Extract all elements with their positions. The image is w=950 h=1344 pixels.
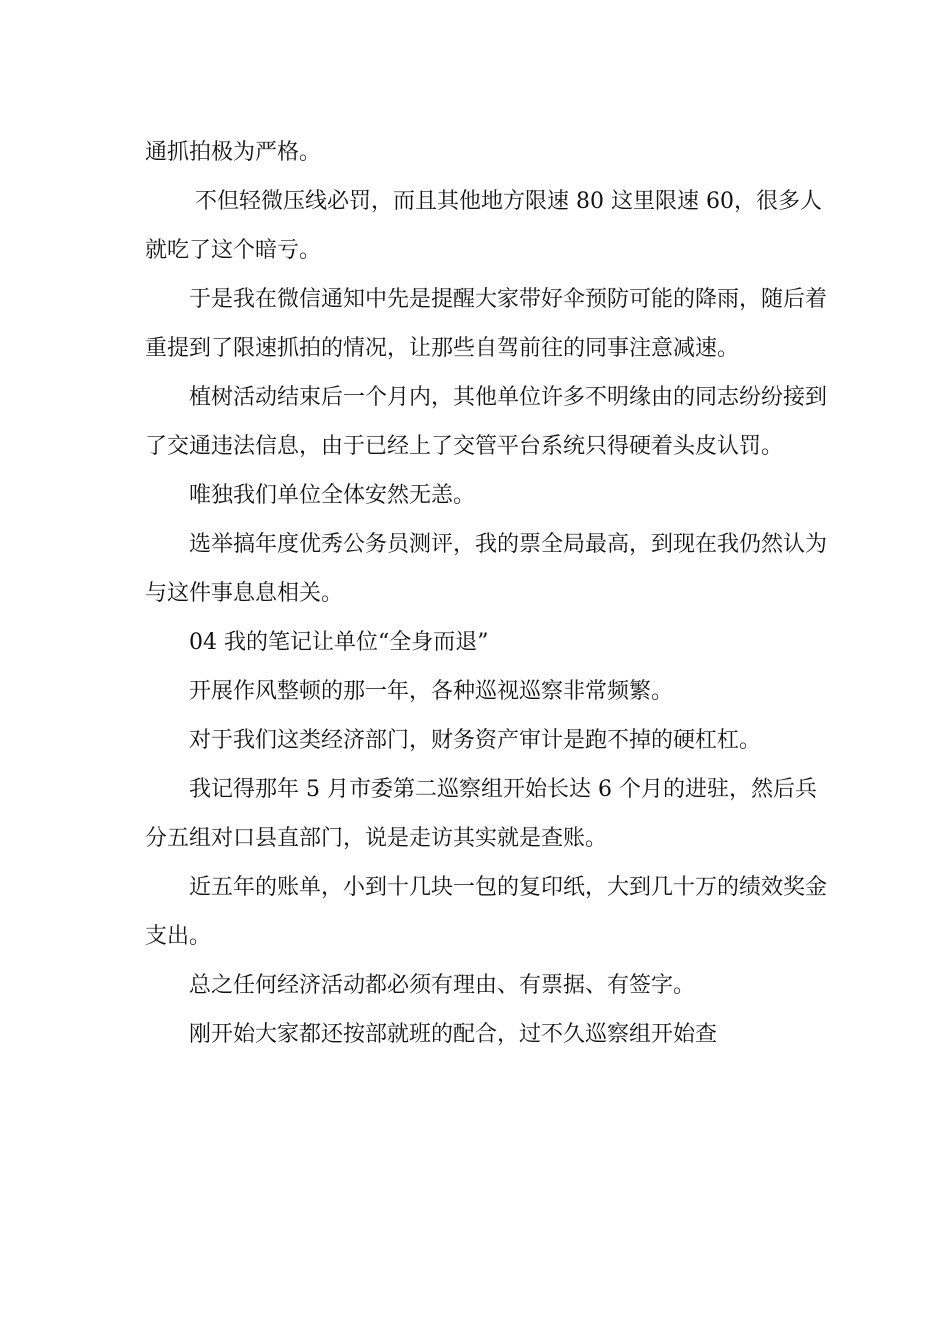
paragraph: 通抓拍极为严格。 [145,140,322,165]
paragraph: 唯独我们单位全体安然无恙。 [189,483,476,508]
paragraph: 选举搞年度优秀公务员测评，我的票全局最高，到现在我仍然认为与这件事息息相关。 [145,532,828,606]
paragraph: 刚开始大家都还按部就班的配合，过不久巡察组开始查 [189,1022,718,1047]
paragraph: 我记得那年 5 月市委第二巡察组开始长达 6 个月的进驻，然后兵分五组对口县直部门，说是走访其实就是查账。 [145,777,817,851]
paragraph: 开展作风整顿的那一年，各种巡视巡察非常频繁。 [189,679,674,704]
section-heading: 04 我的笔记让单位“全身而退” [189,630,489,655]
paragraph: 对于我们这类经济部门，财务资产审计是跑不掉的硬杠杠。 [189,728,762,753]
body-text [145,128,835,1059]
paragraph: 植树活动结束后一个月内，其他单位许多不明缘由的同志纷纷接到了交通违法信息，由于已经上了交管平台系统只得硬着头皮认罚。 [145,385,828,459]
paragraph: 近五年的账单，小到十几块一包的复印纸，大到几十万的绩效奖金支出。 [145,875,828,949]
paragraph: 于是我在微信通知中先是提醒大家带好伞预防可能的降雨，随后着重提到了限速抓拍的情况，让那些自驾前往的同事注意减速。 [145,287,828,361]
paragraph: 不但轻微压线必罚，而且其他地方限速 80 这里限速 60，很多人就吃了这个暗亏。 [145,189,822,263]
paragraph: 总之任何经济活动都必须有理由、有票据、有签字。 [189,973,696,998]
